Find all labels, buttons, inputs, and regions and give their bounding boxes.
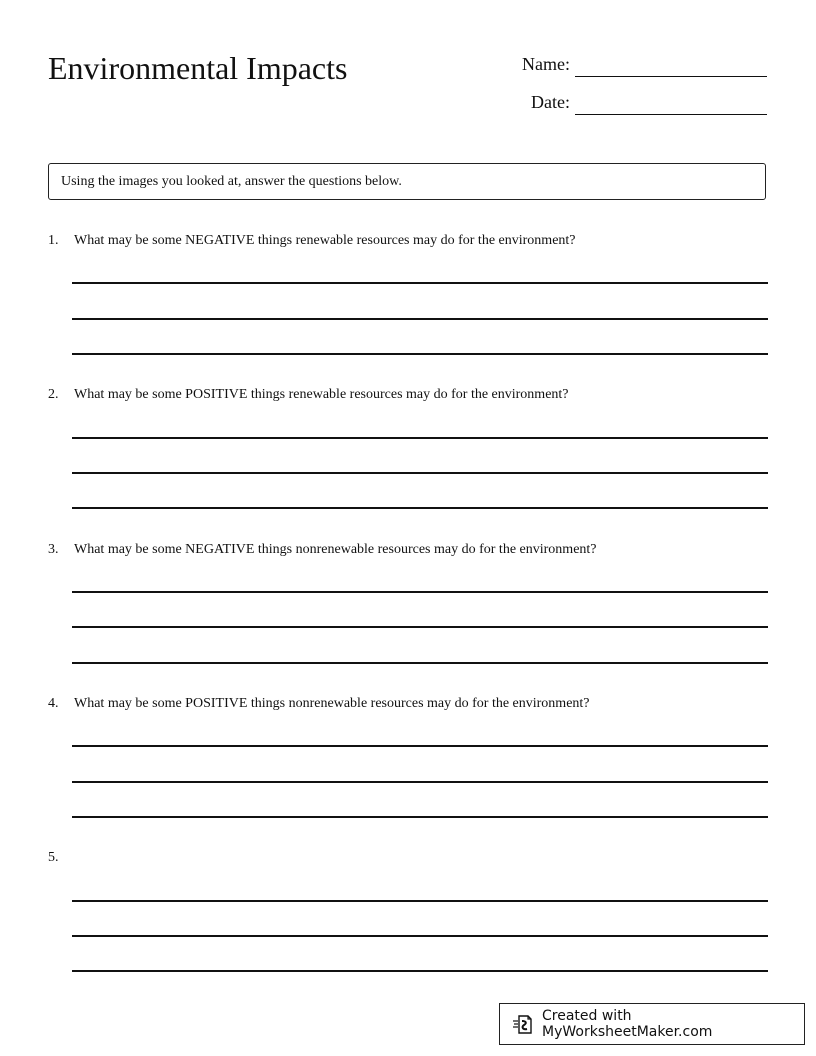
answer-line[interactable] bbox=[72, 591, 768, 593]
answer-line[interactable] bbox=[72, 816, 768, 818]
question-number: 3. bbox=[48, 542, 59, 557]
question-text: What may be some POSITIVE things renewable resources may do for the environment? bbox=[74, 387, 569, 402]
answer-line[interactable] bbox=[72, 781, 768, 783]
page-title: Environmental Impacts bbox=[48, 50, 348, 86]
answer-line[interactable] bbox=[72, 900, 768, 902]
name-label: Name: bbox=[522, 54, 570, 74]
answer-line[interactable] bbox=[72, 507, 768, 509]
question-number: 5. bbox=[48, 850, 59, 865]
answer-line[interactable] bbox=[72, 935, 768, 937]
footer-text: Created with MyWorksheetMaker.com bbox=[542, 1008, 713, 1040]
answer-line[interactable] bbox=[72, 437, 768, 439]
question-number: 1. bbox=[48, 233, 59, 248]
name-field-line[interactable] bbox=[575, 76, 767, 77]
answer-line[interactable] bbox=[72, 282, 768, 284]
answer-line[interactable] bbox=[72, 353, 768, 355]
date-label: Date: bbox=[531, 92, 570, 112]
question-number: 2. bbox=[48, 387, 59, 402]
answer-line[interactable] bbox=[72, 970, 768, 972]
date-field-line[interactable] bbox=[575, 114, 767, 115]
answer-line[interactable] bbox=[72, 662, 768, 664]
answer-line[interactable] bbox=[72, 318, 768, 320]
instructions-box: Using the images you looked at, answer the questions below. bbox=[48, 163, 766, 200]
question-text: What may be some NEGATIVE things renewable resources may do for the environment? bbox=[74, 233, 576, 248]
question-text: What may be some NEGATIVE things nonrenewable resources may do for the environment? bbox=[74, 542, 597, 557]
footer-badge[interactable] bbox=[499, 1003, 805, 1045]
question-text: What may be some POSITIVE things nonrenewable resources may do for the environment? bbox=[74, 696, 590, 711]
answer-line[interactable] bbox=[72, 472, 768, 474]
answer-line[interactable] bbox=[72, 626, 768, 628]
answer-line[interactable] bbox=[72, 745, 768, 747]
worksheet-maker-logo-icon bbox=[512, 1013, 534, 1035]
question-number: 4. bbox=[48, 696, 59, 711]
